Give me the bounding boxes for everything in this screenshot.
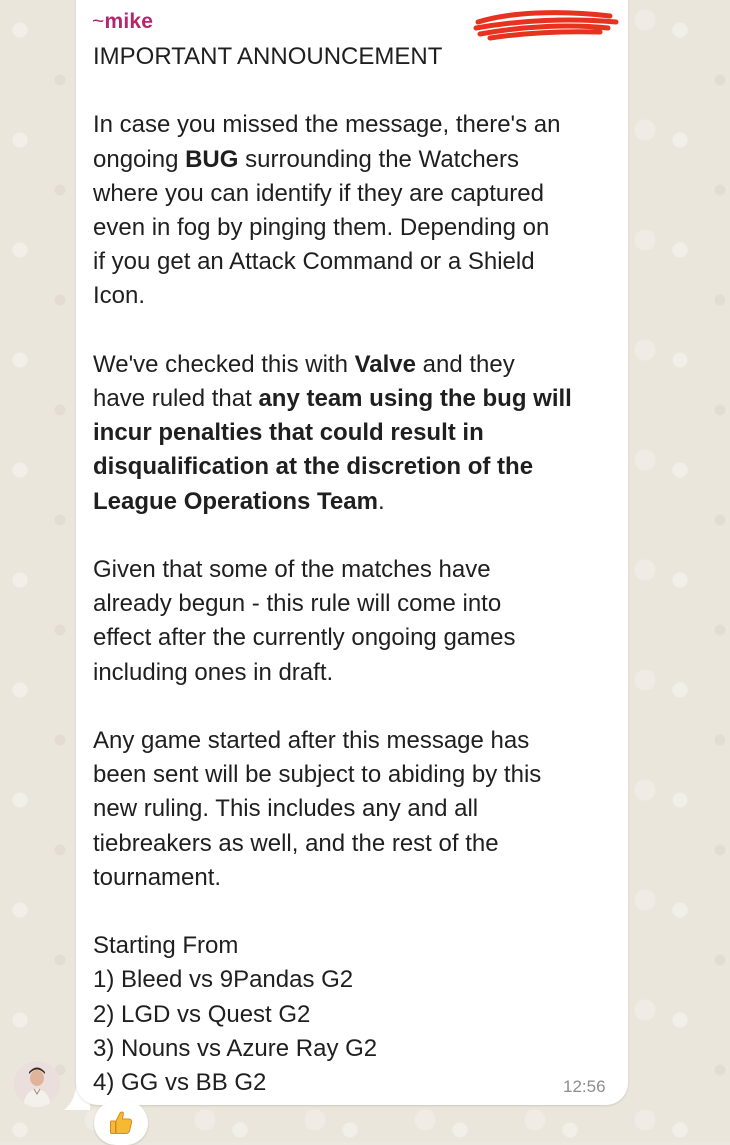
- paragraph-scope: Any game started after this message has been sent will be subject to abiding by this new ruling. This includes any and all tiebreakers as well, and the rest of the tournament.: [93, 727, 542, 891]
- avatar-portrait-icon: [14, 1061, 60, 1107]
- redaction-scribble: [470, 4, 620, 44]
- message-timestamp: 12:56: [563, 1077, 606, 1096]
- paragraph-penalty: We've checked this with Valve and they have ruled that any team using the bug will incur penalties that could result in disqualification at the discretion of the League Operations Team.: [93, 350, 572, 515]
- paragraph-bug-notice: In case you missed the message, there's an ongoing BUG surrounding the Watchers where you can identify if they are captured even in fog by pinging them. Depending on if you get an Attack Command or a Shield Icon.: [93, 111, 561, 310]
- message-headline: IMPORTANT ANNOUNCEMENT: [93, 43, 443, 70]
- paragraph-match-list: [93, 929, 613, 1100]
- sender-name[interactable]: ~mike: [92, 10, 154, 33]
- match-list-item: 4) GG vs BB G2: [93, 1069, 267, 1097]
- reaction-badge[interactable]: [94, 1101, 148, 1145]
- match-list-heading: Starting From: [93, 932, 239, 960]
- message-text: [93, 40, 613, 1100]
- paragraph-timing: Given that some of the matches have already begun - this rule will come into effect after the currently ongoing games including ones in draft.: [93, 556, 516, 686]
- match-list-item: 3) Nouns vs Azure Ray G2: [93, 1034, 378, 1062]
- match-list-item: 1) Bleed vs 9Pandas G2: [93, 966, 354, 994]
- match-list-item: 2) LGD vs Quest G2: [93, 1000, 311, 1028]
- sender-avatar[interactable]: [14, 1061, 60, 1107]
- thumbs-up-icon: [107, 1109, 135, 1137]
